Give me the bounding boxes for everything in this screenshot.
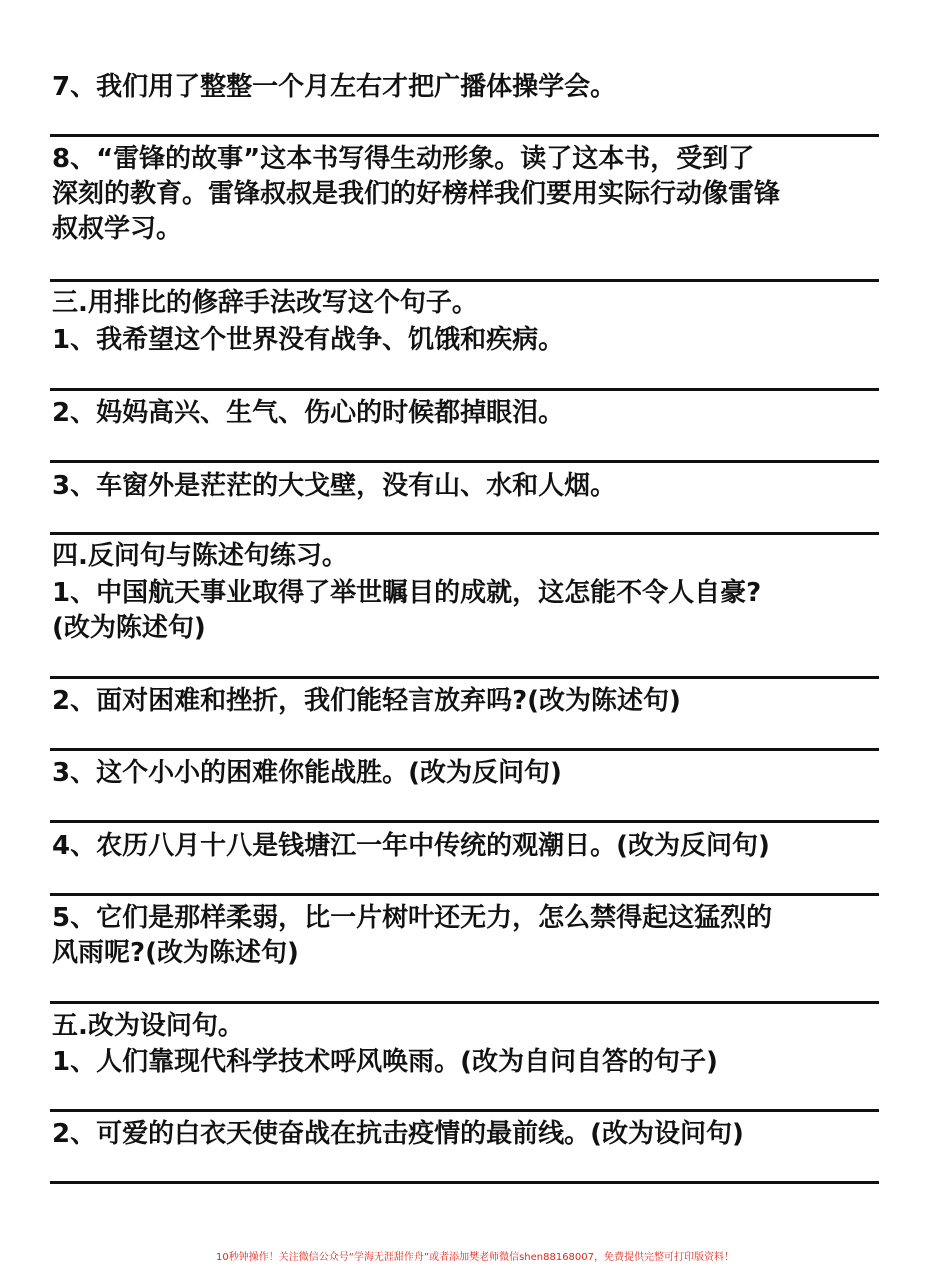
answer-line: [50, 820, 879, 823]
section-4-item-3: 3、这个小小的困难你能战胜。(改为反问句): [52, 758, 562, 788]
answer-line: [50, 1181, 879, 1184]
answer-line: [50, 388, 879, 391]
section-3-item-1: 1、我希望这个世界没有战争、饥饿和疾病。: [52, 325, 565, 355]
section-4-heading: 四.反问句与陈述句练习。: [52, 541, 348, 571]
answer-line: [50, 748, 879, 751]
section-4-item-5-line1: 5、它们是那样柔弱，比一片树叶还无力，怎么禁得起这猛烈的: [52, 903, 773, 933]
item-7-text: 7、我们用了整整一个月左右才把广播体操学会。: [52, 72, 617, 102]
item-8-text-line2: 深刻的教育。雷锋叔叔是我们的好榜样我们要用实际行动像雷锋: [52, 179, 781, 209]
answer-line: [50, 893, 879, 896]
section-3-item-3: 3、车窗外是茫茫的大戈壁，没有山、水和人烟。: [52, 471, 617, 501]
section-4-item-2: 2、面对困难和挫折，我们能轻言放弃吗?(改为陈述句): [52, 686, 681, 716]
answer-line: [50, 1109, 879, 1112]
section-3-item-2: 2、妈妈高兴、生气、伤心的时候都掉眼泪。: [52, 398, 565, 428]
answer-line: [50, 676, 879, 679]
section-4-item-5-line2: 风雨呢?(改为陈述句): [52, 938, 299, 968]
footer-note: 10秒钟操作！关注微信公众号“学海无涯甜作舟”或者添加樊老师微信shen88168007，免费提供完整可打印版资料！: [215, 1252, 735, 1263]
section-5-item-1: 1、人们靠现代科学技术呼风唤雨。(改为自问自答的句子): [52, 1047, 718, 1077]
answer-line: [50, 532, 879, 535]
item-8-text-line3: 叔叔学习。: [52, 214, 183, 244]
section-4-item-4: 4、农历八月十八是钱塘江一年中传统的观潮日。(改为反问句): [52, 831, 770, 861]
section-3-heading: 三.用排比的修辞手法改写这个句子。: [52, 288, 478, 318]
answer-line: [50, 279, 879, 282]
answer-line: [50, 1001, 879, 1004]
section-4-item-1-line2: (改为陈述句): [52, 613, 206, 643]
answer-line: [50, 134, 879, 137]
item-8-text-line1: 8、“雷锋的故事”这本书写得生动形象。读了这本书，受到了: [52, 144, 755, 174]
section-5-item-2: 2、可爱的白衣天使奋战在抗击疫情的最前线。(改为设问句): [52, 1119, 744, 1149]
section-5-heading: 五.改为设问句。: [52, 1011, 244, 1041]
answer-line: [50, 460, 879, 463]
section-4-item-1-line1: 1、中国航天事业取得了举世瞩目的成就，这怎能不令人自豪?: [52, 578, 762, 608]
